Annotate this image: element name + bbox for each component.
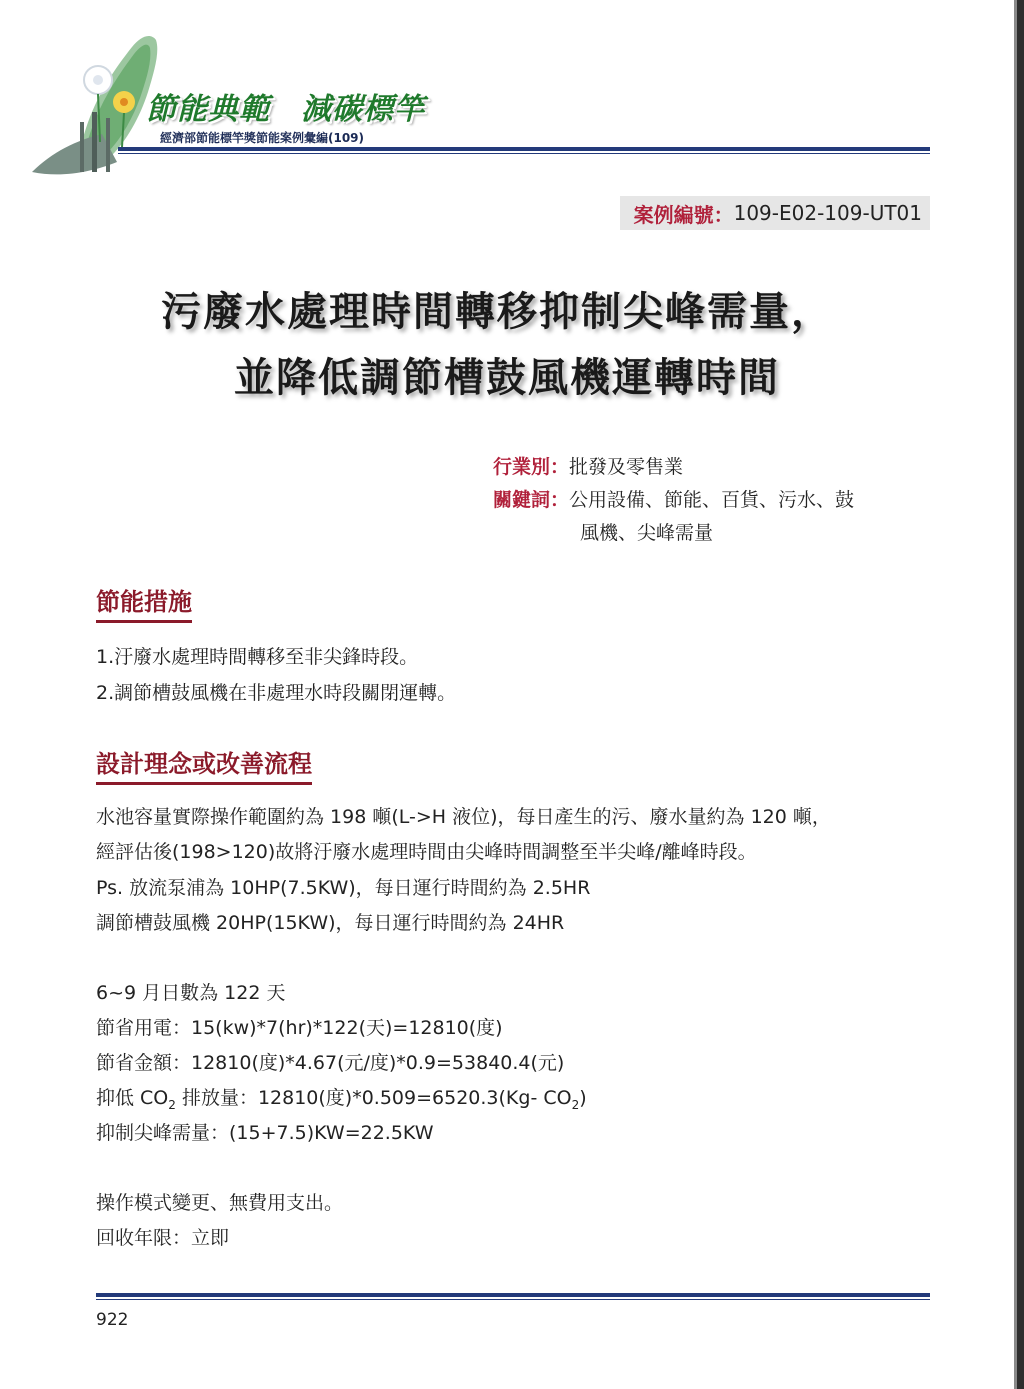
co2-line <box>96 1083 587 1112</box>
body-line: 節省用電：15(kw)*7(hr)*122(天)=12810(度) <box>96 1017 503 1039</box>
case-number-value: 109-E02-109-UT01 <box>733 201 922 225</box>
case-number-label: 案例編號： <box>633 202 734 227</box>
logo-subtitle: 經濟部節能標竿獎節能案例彙編(109) <box>160 131 365 145</box>
measure-item: 1.汙廢水處理時間轉移至非尖鋒時段。 <box>96 646 419 668</box>
page-title-line1: 污廢水處理時間轉移抑制尖峰需量， <box>161 289 833 335</box>
keywords-row <box>493 485 854 512</box>
page-edge <box>1017 0 1024 1389</box>
industry-value: 批發及零售業 <box>569 456 684 478</box>
co2-prefix: 抑低 CO <box>96 1087 169 1109</box>
header-rule-thin <box>118 153 930 154</box>
page-number: 922 <box>96 1310 129 1330</box>
industry-row <box>493 452 683 479</box>
measure-item: 2.調節槽鼓風機在非處理水時段關閉運轉。 <box>96 682 457 704</box>
body-line: 回收年限：立即 <box>96 1227 230 1249</box>
section-heading-design: 設計理念或改善流程 <box>96 744 312 785</box>
header-logo <box>22 22 425 182</box>
keywords-continuation: 風機、尖峰需量 <box>580 522 714 544</box>
section-heading-measures: 節能措施 <box>96 582 192 623</box>
body-line: 抑制尖峰需量：(15+7.5)KW=22.5KW <box>96 1122 434 1144</box>
logo-title: 節能典範 減碳標竿 <box>146 92 425 127</box>
body-line: 6~9 月日數為 122 天 <box>96 982 286 1004</box>
footer-rule <box>96 1293 930 1297</box>
body-line: 節省金額：12810(度)*4.67(元/度)*0.9=53840.4(元) <box>96 1052 565 1074</box>
footer-rule-thin <box>96 1299 930 1300</box>
case-number-box <box>620 196 930 230</box>
co2-mid: 排放量：12810(度)*0.509=6520.3(Kg- CO <box>175 1087 572 1109</box>
body-line: 調節槽鼓風機 20HP(15KW)，每日運行時間約為 24HR <box>96 912 565 934</box>
co2-suffix: ) <box>579 1087 587 1109</box>
industry-label: 行業別： <box>493 456 570 478</box>
body-line: 水池容量實際操作範圍約為 198 噸(L->H 液位)，每日產生的污、廢水量約為 120 噸， <box>96 806 831 828</box>
header-rule <box>118 147 930 151</box>
page-title-line2: 並降低調節槽鼓風機運轉時間 <box>234 355 780 401</box>
body-line: Ps. 放流泵浦為 10HP(7.5KW)，每日運行時間約為 2.5HR <box>96 877 591 899</box>
keywords-value: 公用設備、節能、百貨、污水、鼓 <box>569 489 855 511</box>
co2-subscript: 2 <box>571 1097 580 1112</box>
body-line: 經評估後(198>120)故將汙廢水處理時間由尖峰時間調整至半尖峰/離峰時段。 <box>96 841 757 863</box>
co2-subscript: 2 <box>168 1097 176 1112</box>
keywords-label: 關鍵詞： <box>493 489 570 511</box>
body-line: 操作模式變更、無費用支出。 <box>96 1192 344 1214</box>
